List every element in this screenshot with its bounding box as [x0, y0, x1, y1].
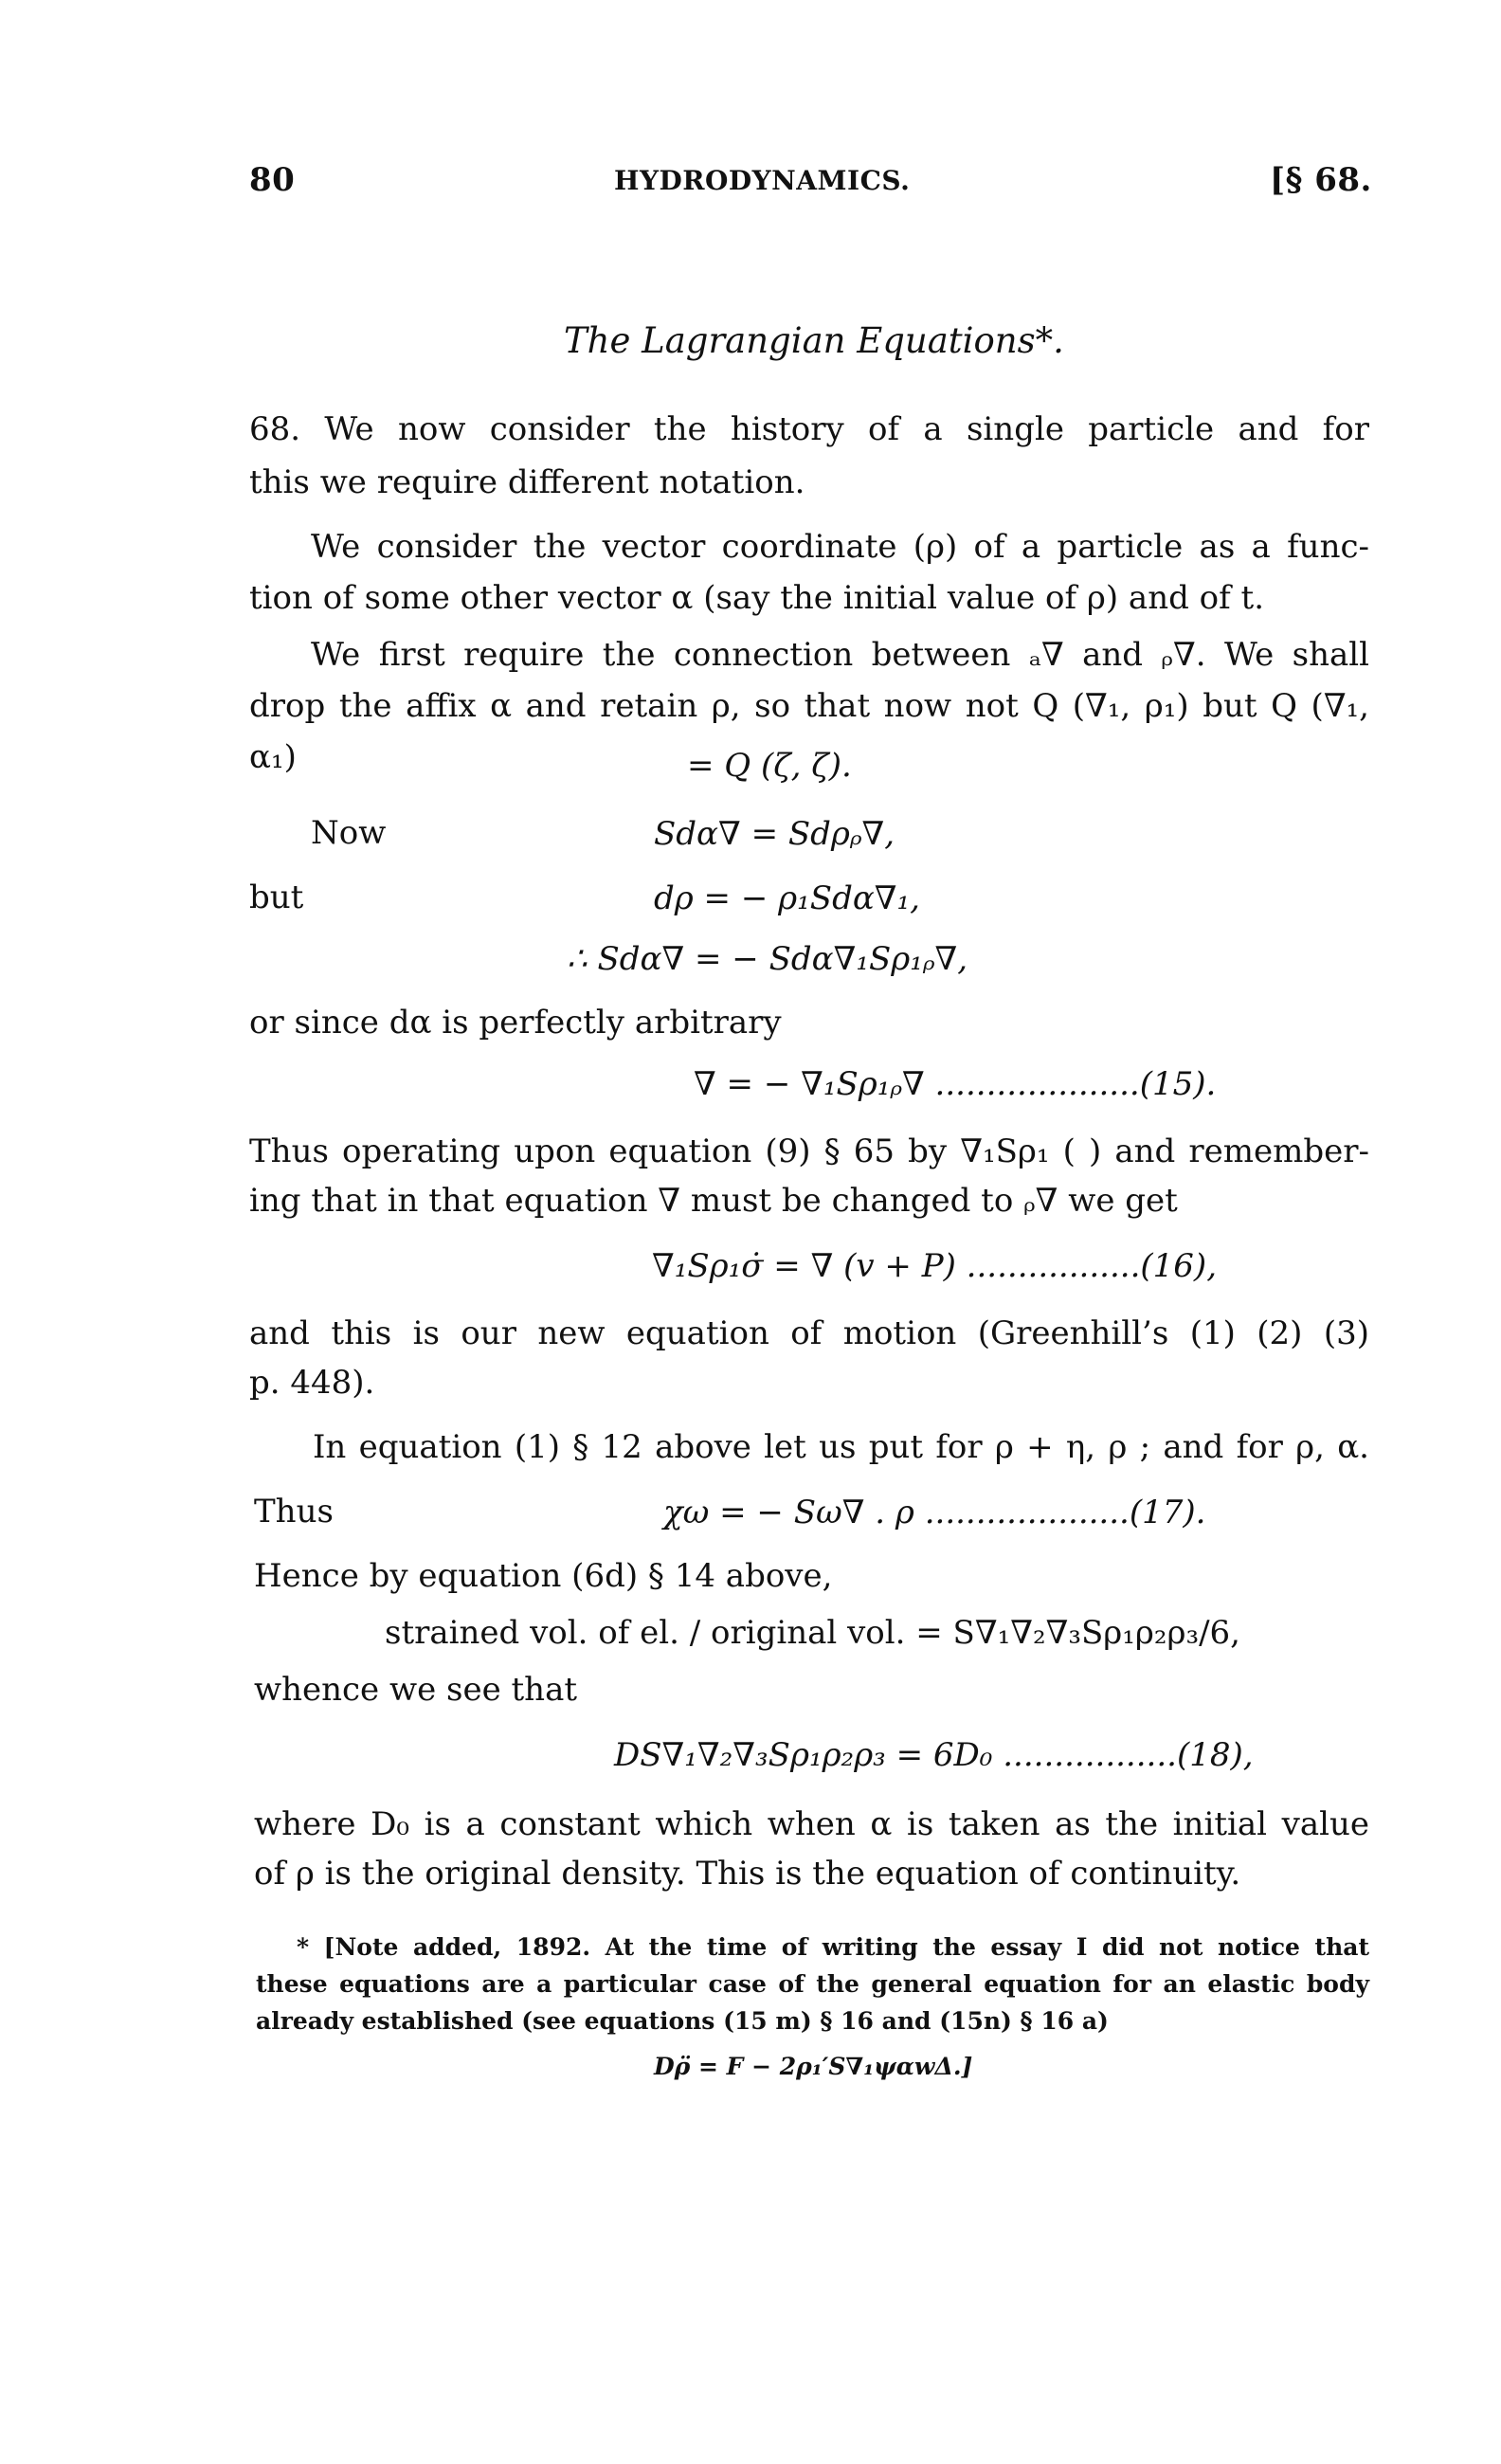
section-heading: The Lagrangian Equations*. — [564, 320, 1064, 361]
paragraph-line: 68. We now consider the history of a single particle and for — [249, 410, 1369, 448]
paragraph-line: In equation (1) § 12 above let us put for ρ + η, ρ ; and for ρ, α. — [313, 1428, 1369, 1466]
footnote-line: these equations are a particular case of the general equation for an elastic body — [256, 1970, 1369, 1998]
paragraph-line: where D₀ is a constant which when α is taken as the initial value — [254, 1805, 1369, 1843]
paragraph-line: tion of some other vector α (say the initial value of ρ) and of t. — [249, 579, 1264, 617]
equation-17: χω = − Sω∇ . ρ ....................(17). — [663, 1494, 1206, 1531]
paragraph-line: We consider the vector coordinate (ρ) of a particle as a func- — [311, 528, 1369, 566]
footnote-equation: Dρ̈ = F − 2ρ₁′S∇₁ψɑwΔ.] — [654, 2053, 973, 2080]
equation-therefore: ∴ Sdα∇ = − Sdα∇₁Sρ₁ᵨ∇, — [567, 940, 968, 978]
equation-q: = Q (ζ, ζ). — [687, 747, 852, 785]
paragraph-line: p. 448). — [249, 1364, 375, 1402]
label-but: but — [249, 879, 304, 916]
label-thus: Thus — [254, 1493, 334, 1531]
paragraph-line: ing that in that equation ∇ must be changed to ᵨ∇ we get — [249, 1182, 1178, 1220]
paragraph-line: this we require different notation. — [249, 463, 805, 501]
label-now: Now — [311, 814, 387, 852]
footnote-line: * [Note added, 1892. At the time of writing the essay I did not notice that — [297, 1933, 1369, 1961]
equation-but: dρ = − ρ₁Sdα∇₁, — [654, 879, 920, 917]
paragraph-line: whence we see that — [254, 1671, 578, 1709]
section-ref: [§ 68. — [1270, 161, 1372, 199]
footnote-line: already established (see equations (15 m) § 16 and (15n) § 16 a) — [256, 2007, 1109, 2035]
running-title: HYDRODYNAMICS. — [614, 165, 911, 196]
paragraph-line: Thus operating upon equation (9) § 65 by ∇₁Sρ₁ ( ) and remember- — [249, 1132, 1369, 1170]
paragraph-line: and this is our new equation of motion (Greenhill’s (1) (2) (3) — [249, 1314, 1369, 1352]
paragraph-line: or since dα is perfectly arbitrary — [249, 1004, 782, 1042]
equation-18: DS∇₁∇₂∇₃Sρ₁ρ₂ρ₃ = 6D₀ .................(18), — [614, 1736, 1254, 1774]
equation-now: Sdα∇ = Sdρᵨ∇, — [654, 815, 895, 853]
equation-16: ∇₁Sρ₁σ̇ = ∇ (v + P) .................(16), — [652, 1247, 1217, 1285]
paragraph-line: We first require the connection between ₐ∇ and ᵨ∇. We shall — [311, 636, 1369, 674]
paragraph-line: Hence by equation (6d) § 14 above, — [254, 1557, 833, 1595]
page-number: 80 — [249, 161, 296, 199]
paragraph-line: of ρ is the original density. This is the equation of continuity. — [254, 1855, 1241, 1893]
equation-15: ∇ = − ∇₁Sρ₁ᵨ∇ ....................(15). — [694, 1065, 1217, 1103]
equation-strained-volume: strained vol. of el. / original vol. = S∇₁∇₂∇₃Sρ₁ρ₂ρ₃/6, — [385, 1614, 1240, 1652]
paragraph-line: drop the affix α and retain ρ, so that now not Q (∇₁, ρ₁) but Q (∇₁, α₁) — [249, 687, 1369, 776]
